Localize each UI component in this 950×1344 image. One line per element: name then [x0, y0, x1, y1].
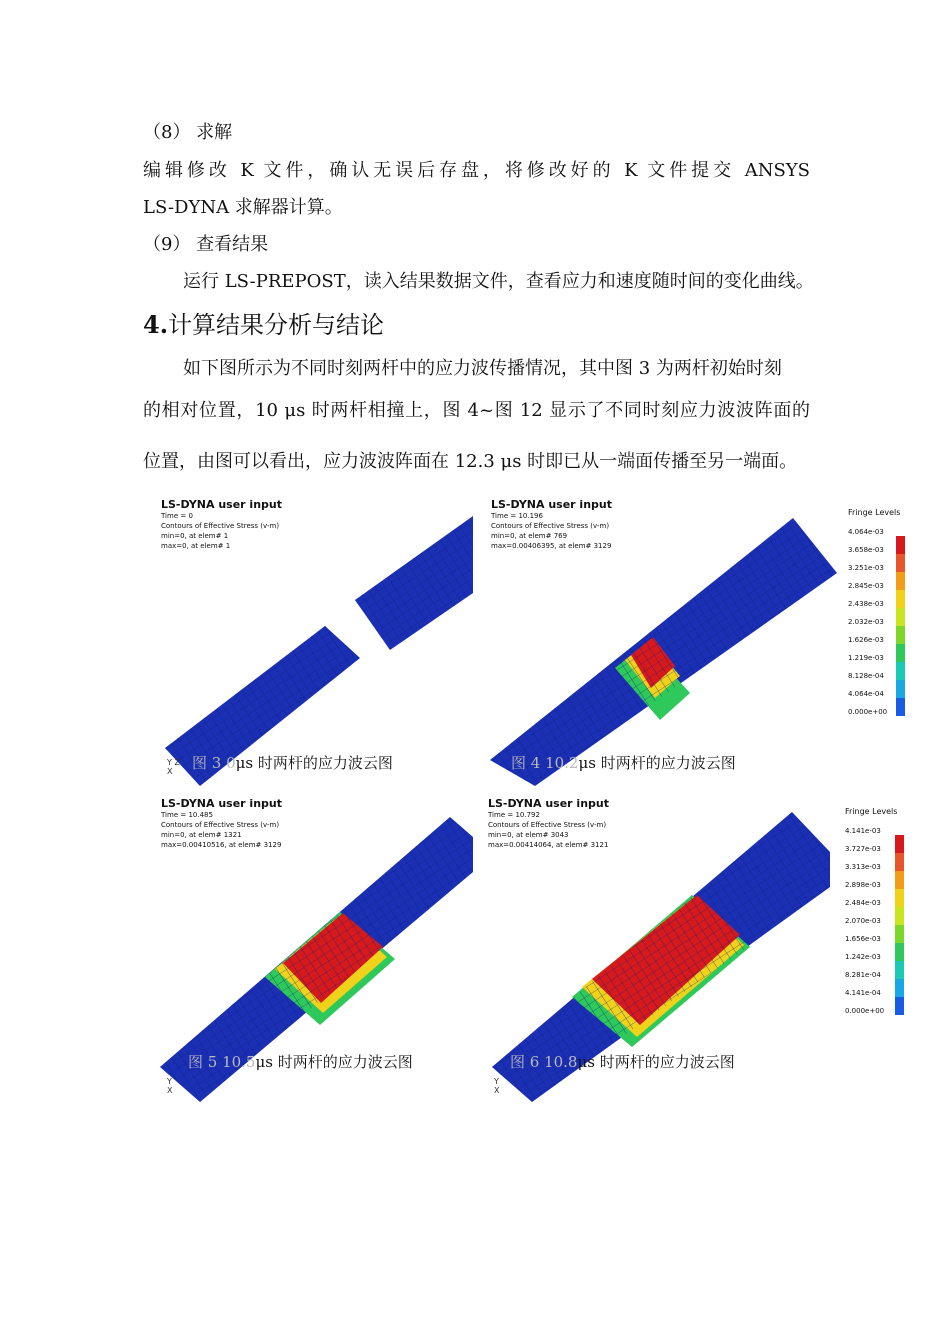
figure-3-header	[161, 498, 282, 551]
figure-5-contours: Contours of Effective Stress (v-m)	[161, 821, 280, 829]
figure-6-time: Time = 10.792	[488, 811, 540, 819]
fringe-color-swatch	[895, 997, 904, 1015]
fringe-legend-top: Fringe Levels 4.064e-03 3.658e-03 3.251e-03 2.845e-03 2.438e-03 2.032e-03 1.626e-03 1.219e-03 8.128e-04 4.064e-04 0.000e+00	[848, 508, 910, 723]
figure-4-header	[491, 498, 612, 551]
fringe-color-swatch	[896, 626, 905, 644]
fringe-legend-bottom: Fringe Levels 4.141e-03 3.727e-03 3.313e-03 2.898e-03 2.484e-03 2.070e-03 1.656e-03 1.242e-03 8.281e-04 4.141e-04 0.000e+00	[845, 807, 907, 1022]
figure-3-caption: 图 3 0μs 时两杆的应力波云图	[192, 754, 393, 772]
fringe-color-swatch	[895, 907, 904, 925]
heading-number: 4.	[143, 310, 169, 339]
fringe-bottom-title: Fringe Levels	[845, 807, 898, 816]
fringe-color-swatch	[896, 698, 905, 716]
figure-3-max: max=0, at elem# 1	[161, 542, 231, 550]
fringe-color-swatch	[895, 925, 904, 943]
figure-6-min: min=0, at elem# 3043	[488, 831, 569, 839]
para-10-line-3: 位置，由图可以看出，应力波波阵面在 12.3 μs 时即已从一端面传播至另一端面。	[143, 451, 798, 472]
fringe-color-swatch	[896, 554, 905, 572]
figure-4-caption: 图 4 10.2μs 时两杆的应力波云图	[511, 754, 736, 772]
section-heading	[143, 305, 384, 340]
figure-4-min: min=0, at elem# 769	[491, 532, 568, 540]
para-10-line-2: 的相对位置，10 μs 时两杆相撞上，图 4~图 12 显示了不同时刻应力波波阵面的	[143, 400, 810, 421]
fringe-color-swatch	[895, 979, 904, 997]
fringe-top-title: Fringe Levels	[848, 508, 901, 517]
fringe-color-swatch	[896, 572, 905, 590]
step-9-label: （9） 查看结果	[143, 234, 269, 255]
step-8-label: （8） 求解	[143, 122, 233, 143]
figure-5-header	[161, 797, 282, 850]
fringe-color-swatch	[896, 608, 905, 626]
axis-triad-icon: Y X	[494, 1077, 500, 1095]
fringe-color-swatch	[895, 871, 904, 889]
figure-6-max: max=0.00414064, at elem# 3121	[488, 841, 609, 849]
figure-5-panel	[155, 797, 473, 1102]
fringe-color-swatch	[895, 889, 904, 907]
fringe-color-swatch	[895, 853, 904, 871]
figure-3-time: Time = 0	[161, 512, 193, 520]
figure-3-panel	[155, 498, 473, 786]
para-9-line-1: 运行 LS-PREPOST，读入结果数据文件，查看应力和速度随时间的变化曲线。	[183, 271, 814, 292]
figure-4-time: Time = 10.196	[491, 512, 543, 520]
axis-triad-icon: Y Z X	[167, 758, 180, 776]
figure-4-panel	[485, 498, 837, 786]
para-10-line-1: 如下图所示为不同时刻两杆中的应力波传播情况，其中图 3 为两杆初始时刻	[183, 358, 782, 379]
figure-4-contours: Contours of Effective Stress (v-m)	[491, 522, 610, 530]
figure-6-panel	[482, 797, 834, 1102]
figure-5-min: min=0, at elem# 1321	[161, 831, 242, 839]
fringe-color-swatch	[896, 536, 905, 554]
heading-text: 计算结果分析与结论	[168, 311, 385, 339]
figure-6-caption: 图 6 10.8μs 时两杆的应力波云图	[510, 1053, 735, 1071]
figure-4-title: LS-DYNA user input	[491, 498, 612, 511]
fringe-color-swatch	[896, 590, 905, 608]
para-8-line-2: LS-DYNA 求解器计算。	[143, 197, 343, 218]
figure-6-title: LS-DYNA user input	[488, 797, 609, 810]
figure-6-header	[488, 797, 609, 850]
figure-4-max: max=0.00406395, at elem# 3129	[491, 542, 612, 550]
figure-5-time: Time = 10.485	[161, 811, 213, 819]
fringe-color-swatch	[895, 943, 904, 961]
para-8-line-1: 编辑修改 K 文件，确认无误后存盘，将修改好的 K 文件提交 ANSYS	[143, 160, 810, 181]
figure-3-title: LS-DYNA user input	[161, 498, 282, 511]
fringe-color-swatch	[896, 680, 905, 698]
fringe-color-swatch	[895, 961, 904, 979]
fringe-color-swatch	[896, 644, 905, 662]
figure-3-min: min=0, at elem# 1	[161, 532, 229, 540]
axis-triad-icon: Y X	[167, 1077, 173, 1095]
fringe-color-swatch	[895, 835, 904, 853]
figure-6-contours: Contours of Effective Stress (v-m)	[488, 821, 607, 829]
figure-5-max: max=0.00410516, at elem# 3129	[161, 841, 282, 849]
figure-5-title: LS-DYNA user input	[161, 797, 282, 810]
figure-5-caption: 图 5 10.5μs 时两杆的应力波云图	[188, 1053, 413, 1071]
fringe-color-swatch	[896, 662, 905, 680]
figure-3-contours: Contours of Effective Stress (v-m)	[161, 522, 280, 530]
